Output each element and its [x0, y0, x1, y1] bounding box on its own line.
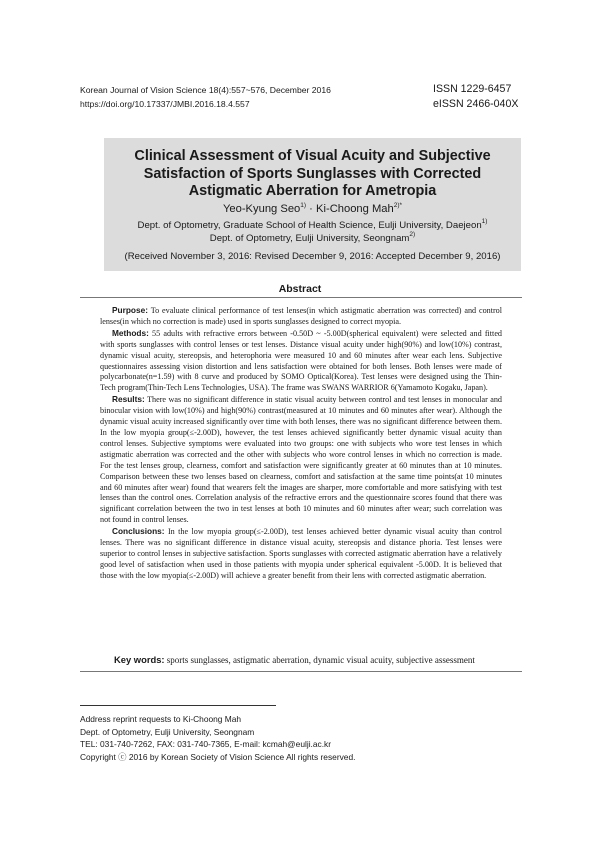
title-line: Satisfaction of Sports Sunglasses with Corrected	[143, 165, 482, 182]
results-label: Results:	[112, 394, 145, 405]
footnote-line: Address reprint requests to Ki-Choong Mah	[80, 714, 242, 724]
methods-text: 55 adults with refractive errors between -0.50D ~ -5.00D(spherical equivalent) were selected and fitted with sports sunglasses with control lenses or test lenses. Distance visual acuity under high(90%) and low(10%) contrast, dynamic visual acuity, stereopsis, and heterophoria were measured 10 and 60 minutes after wear each lens. Subjective questionnaires assessing vision distortion and lens satisfaction were obtained for both lenses. Both lenses were made of polycarbonate(n=1.59) with 8 curve and produced by SOMO Optical(Korea). Test lenses were designed using the Thin-Tech program(Thin-Tech Lens Technologies, USA). The frame was SWANS WARRIOR 6(Yamamoto Kogaku, Japan).	[100, 328, 502, 393]
affiliation-mark: 1)	[481, 218, 488, 225]
abstract-purpose	[100, 305, 502, 328]
abstract-conclusions	[100, 526, 502, 582]
affiliation-text: Dept. of Optometry, Eulji University, Seongnam	[209, 233, 410, 244]
footnote-line: TEL: 031-740-7262, FAX: 031-740-7365, E-mail: kcmah@eulji.ac.kr	[80, 739, 332, 750]
affiliation-mark: 2)	[409, 231, 416, 238]
author-affil-mark: 1)	[300, 202, 307, 209]
abstract-results	[100, 394, 502, 526]
authors	[104, 203, 521, 215]
issn-block	[433, 82, 518, 112]
abstract-bottom-rule	[80, 671, 522, 672]
affiliation	[104, 233, 521, 244]
conclusions-text: In the low myopia group(≤-2.00D), test lenses achieved better dynamic visual acuity than control lenses. There was no significant difference in distance visual acuity, stereopsis and distance phoria. Test lenses were superior to control lenses in subjective satisfaction. Sports sunglasses with corrected astigmatic aberration have a relatively good level of satisfaction when used in those patients with myopia under spherical equivalent -5.00D. It is believed that those with the low myopia(≤-2.00D) will achieve a greater benefit from their lens with corrected astigmatic aberration.	[100, 527, 502, 580]
abstract-body	[100, 305, 502, 582]
author-affil-mark: 2)*	[393, 202, 403, 209]
abstract-top-rule	[80, 297, 522, 298]
abstract-heading: Abstract	[278, 283, 322, 295]
journal-header	[80, 84, 331, 111]
abstract-methods	[100, 328, 502, 394]
doi-link[interactable]: https://doi.org/10.17337/JMBI.2016.18.4.557	[80, 98, 250, 109]
issn: ISSN 1229-6457	[433, 83, 512, 95]
footnote-line: Dept. of Optometry, Eulji University, Seongnam	[80, 726, 255, 737]
paper-title	[104, 148, 521, 201]
purpose-text: To evaluate clinical performance of test lenses(in which astigmatic aberration was corrected) and control lenses(in which no correction is made) used in sports sunglasses designed to correct myopia.	[100, 306, 502, 326]
keywords-label: Key words:	[114, 654, 165, 665]
methods-label: Methods:	[112, 327, 149, 338]
results-text: There was no significant difference in static visual acuity between control and test lenses in monocular and binocular vision with low(10%) and high(90%) contrast(measured at 10 minutes and 60 minutes after wear). Although the dynamic visual acuity increased significantly over time with both lenses, there was no significant difference between them. In the low myopia group(≤-2.00D), however, the test lenses achieved significantly better dynamic visual acuity than control lenses. Subjective symptoms were evaluated into two groups: one with subjects who wore test lenses in which astigmatic aberration was corrected and the other with subjects who wore control lenses in which no correction is made. For the test lenses group, clearness, comfort and satisfaction were significantly greater at 60 minutes than at 10 minutes. Comparison between these two lenses based on clearness, comfort and satisfaction at the same time points(at 10 minutes and 60 minutes after wear) found that wearers felt the images are sharper, more comfortable and more satisfying with test lenses than the control ones. Correlation analysis of the refractive errors and the questionnaire scores found that there was significant correlation between the two in test lenses at both 10 minutes and 60 minutes after wear; such correlation was not found in control lenses.	[100, 395, 502, 525]
author-name: Yeo-Kyung Seo	[222, 203, 301, 215]
received-dates: (Received November 3, 2016: Revised December 9, 2016: Accepted December 9, 2016)	[124, 251, 501, 262]
affiliation-text: Dept. of Optometry, Graduate School of Health Science, Eulji University, Daejeon	[137, 220, 482, 231]
author-separator: ·	[306, 203, 317, 215]
purpose-label: Purpose:	[112, 305, 148, 315]
affiliation	[104, 220, 521, 231]
author-name: Ki-Choong Mah	[316, 203, 394, 215]
keywords-text: sports sunglasses, astigmatic aberration, dynamic visual acuity, subjective assessment	[164, 655, 475, 665]
eissn: eISSN 2466-040X	[433, 98, 519, 110]
footnote-rule	[80, 705, 276, 706]
journal-citation: Korean Journal of Vision Science 18(4):557~576, December 2016	[80, 85, 331, 95]
title-line: Astigmatic Aberration for Ametropia	[188, 183, 437, 199]
correspondence-footnote	[80, 713, 355, 764]
copyright-line: Copyright ⓒ 2016 by Korean Society of Vision Science All rights reserved.	[80, 752, 356, 763]
title-line: Clinical Assessment of Visual Acuity and Subjective	[134, 148, 491, 164]
conclusions-label: Conclusions:	[112, 526, 165, 537]
keywords	[114, 654, 514, 665]
